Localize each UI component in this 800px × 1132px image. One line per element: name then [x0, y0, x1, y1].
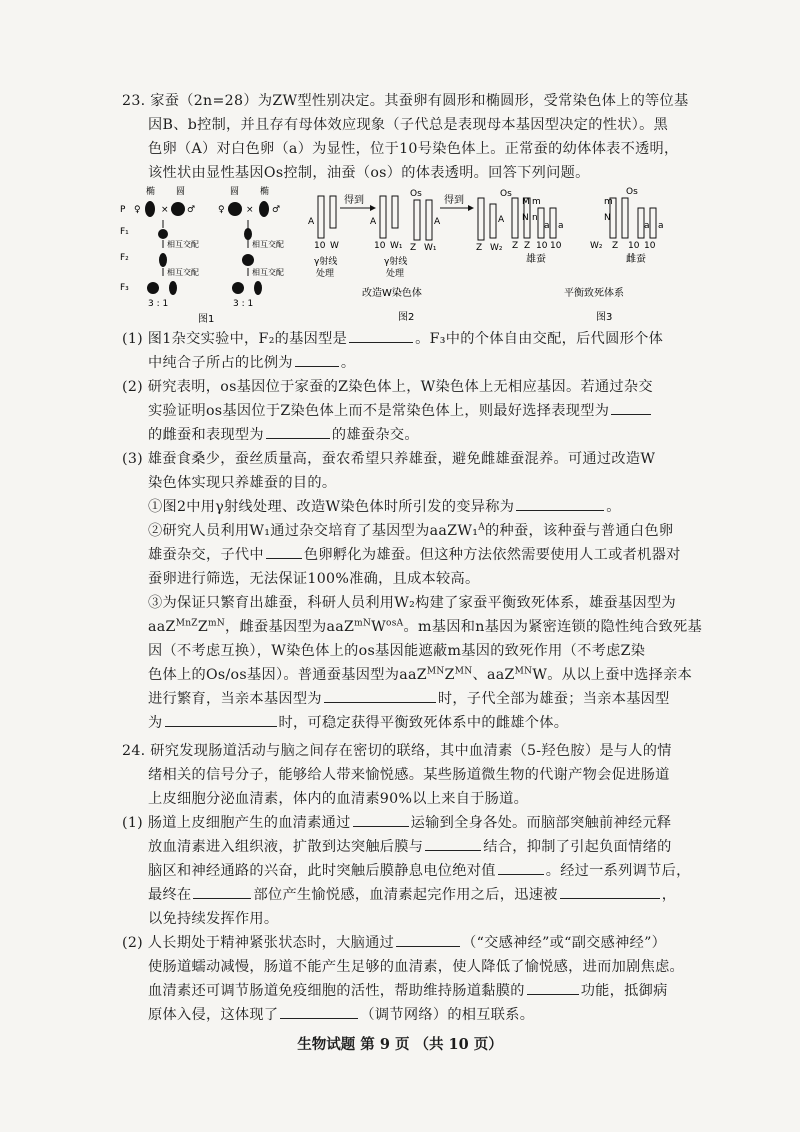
- q24-part2-cont: 血清素还可调节肠道免疫细胞的活性，帮助维持肠道黏膜的 功能，抵御病: [148, 980, 668, 1002]
- svg-text:N: N: [522, 213, 529, 223]
- answer-blank[interactable]: [280, 1004, 358, 1019]
- chromosome: [426, 200, 432, 240]
- round-egg: [228, 202, 242, 216]
- svg-text:10: 10: [550, 241, 562, 251]
- f3-oval-egg: [254, 281, 262, 295]
- q23-sub3-cont: 进行繁育，当亲本基因型为 时，子代全部为雄蚕；当亲本基因型: [148, 688, 670, 710]
- svg-text:10: 10: [536, 241, 548, 251]
- chromosome: [380, 196, 386, 238]
- svg-text:a: a: [658, 221, 664, 231]
- svg-text:Z: Z: [524, 241, 531, 251]
- p-label: 椭: [146, 187, 156, 197]
- answer-blank[interactable]: [295, 352, 339, 367]
- svg-text:A: A: [498, 215, 505, 225]
- f1-egg: [244, 228, 252, 240]
- round-egg: [171, 202, 185, 216]
- svg-text:A: A: [370, 217, 377, 227]
- chromosome: [392, 196, 398, 228]
- svg-text:10: 10: [374, 241, 386, 251]
- answer-blank[interactable]: [425, 836, 481, 851]
- q24-part1-cont: 放血清素进入组织液，扩散到达突触后膜与 结合，抑制了引起负面情绪的: [148, 836, 672, 858]
- svg-text:10: 10: [314, 241, 326, 251]
- q23-intro-line: 因B、b控制，并且存有母体效应现象（子代总是表现母本基因型决定的性状）。黑: [148, 117, 669, 133]
- cross-step: 相互交配: [167, 240, 199, 249]
- male-symbol: ♂: [272, 205, 281, 215]
- q23-sub2: ②研究人员利用W₁通过杂交培育了基因型为aaZW₁$^A$的种蚕，该种蚕与普通白色卵: [148, 522, 674, 539]
- svg-text:雌蚕: 雌蚕: [626, 254, 646, 265]
- male-symbol: ♂: [187, 205, 196, 215]
- q23-part2: (2) 研究表明，os基因位于家蚕的Z染色体上，W染色体上无相应基因。若通过杂交: [122, 379, 653, 395]
- q23-sub3-cont: $aaZ^{MnZ}Z^{mN}$，雌蚕基因型为$aaZ^{mN}W^{osA}$。m基因和n基因为紧密连锁的隐性纯合致死基: [148, 618, 702, 635]
- q23-intro-line: 色卵（A）对白色卵（a）为显性，位于10号染色体上。正常蚕的幼体体表不透明，: [148, 141, 679, 157]
- female-symbol: ♀: [218, 205, 225, 215]
- chromosome: [414, 200, 420, 240]
- svg-text:10: 10: [644, 241, 656, 251]
- svg-text:Os: Os: [410, 189, 422, 199]
- svg-text:图3: 图3: [596, 312, 613, 323]
- svg-text:图2: 图2: [398, 312, 415, 323]
- f2-egg: [159, 253, 167, 267]
- gen-label: F₃: [120, 283, 129, 293]
- p-label: 椭: [260, 187, 270, 197]
- ratio: 3 : 1: [148, 299, 169, 309]
- cross-symbol: ×: [161, 205, 169, 215]
- gen-label: P: [120, 205, 126, 215]
- q23-part2-cont: 实验证明os基因位于Z染色体上而不是常染色体上，则最好选择表现型为: [148, 400, 653, 422]
- figure-caption: 图1: [198, 314, 215, 324]
- figure-1: [120, 185, 284, 324]
- answer-blank[interactable]: [266, 424, 330, 439]
- chromosome: [490, 204, 496, 238]
- q23-sub3-cont: 因（不考虑互换），W染色体上的os基因能遮蔽m基因的致死作用（不考虑Z染: [148, 643, 646, 659]
- svg-text:平衡致死体系: 平衡致死体系: [564, 288, 624, 299]
- ratio: 3 : 1: [233, 299, 254, 309]
- svg-text:M: M: [522, 197, 530, 207]
- svg-text:W: W: [330, 241, 339, 251]
- svg-text:Os: Os: [500, 189, 512, 199]
- oval-egg: [145, 201, 155, 217]
- q23-intro-line: 该性状由显性基因Os控制，油蚕（os）的体表透明。回答下列问题。: [148, 165, 590, 181]
- svg-text:Os: Os: [626, 187, 638, 197]
- svg-text:m: m: [532, 197, 541, 207]
- female-symbol: ♀: [134, 205, 141, 215]
- q23-sub1: ①图2中用γ射线处理、改造W染色体时所引发的变异称为 。: [148, 496, 621, 518]
- q24-part1-cont: 以免持续发挥作用。: [148, 911, 279, 927]
- cross-step: 相互交配: [252, 240, 284, 249]
- svg-text:A: A: [434, 217, 441, 227]
- answer-blank[interactable]: [266, 544, 302, 559]
- f1-egg: [158, 229, 168, 239]
- svg-text:γ射线: γ射线: [314, 257, 338, 267]
- f3-round-egg: [147, 282, 159, 294]
- q23-part1-cont: 中纯合子所占的比例为 。: [148, 352, 355, 374]
- answer-blank[interactable]: [353, 812, 409, 827]
- answer-blank[interactable]: [193, 884, 251, 899]
- cross-step: 相互交配: [167, 268, 199, 277]
- q24-intro-line: 绪相关的信号分子，能够给人带来愉悦感。某些肠道微生物的代谢产物会促进肠道: [148, 767, 670, 783]
- answer-blank[interactable]: [165, 712, 277, 727]
- answer-blank[interactable]: [349, 328, 413, 343]
- svg-text:γ射线: γ射线: [384, 257, 408, 267]
- svg-text:n: n: [532, 213, 538, 223]
- svg-text:得到: 得到: [444, 195, 464, 206]
- q23-part2-cont: 的雌蚕和表现型为 的雄蚕杂交。: [148, 424, 419, 446]
- q23-intro-line: 23. 家蚕（2n=28）为ZW型性别决定。其蚕卵有圆形和椭圆形，受常染色体上的等位基: [122, 93, 689, 109]
- svg-text:a: a: [644, 221, 650, 231]
- q23-part3-cont: 染色体实现只养雄蚕的目的。: [148, 475, 337, 491]
- q24-part1-cont: 最终在 部位产生愉悦感，血清素起完作用之后，迅速被 ，: [148, 884, 676, 906]
- genetics-figures: [118, 184, 678, 324]
- cross-step: 相互交配: [252, 268, 284, 277]
- answer-blank[interactable]: [560, 884, 660, 899]
- f2-egg: [242, 254, 254, 266]
- svg-text:改造W染色体: 改造W染色体: [362, 288, 422, 299]
- q24-intro-line: 24. 研究发现肠道活动与脑之间存在密切的联络，其中血清素（5-羟色胺）是与人的情: [122, 743, 672, 759]
- gen-label: F₁: [120, 227, 129, 237]
- q24-part2: (2) 人长期处于精神紧张状态时，大脑通过 （“交感神经”或“副交感神经”）: [122, 932, 666, 954]
- svg-text:处理: 处理: [386, 269, 405, 279]
- q24-part1-cont: 脑区和神经通路的兴奋，此时突触后膜静息电位绝对值 。经过一系列调节后，: [148, 860, 691, 882]
- svg-text:处理: 处理: [316, 269, 335, 279]
- page-footer: 生物试题 第 9 页 （共 10 页）: [297, 1036, 503, 1053]
- svg-text:Z: Z: [476, 243, 483, 253]
- svg-text:Z: Z: [612, 241, 619, 251]
- answer-blank[interactable]: [396, 932, 460, 947]
- svg-text:Z: Z: [410, 243, 417, 253]
- svg-text:W₁: W₁: [390, 241, 403, 251]
- chromosome: [318, 196, 324, 238]
- gen-label: F₂: [120, 253, 129, 263]
- svg-text:a: a: [544, 221, 550, 231]
- answer-blank[interactable]: [324, 688, 436, 703]
- q24-intro-line: 上皮细胞分泌血清素，体内的血清素90%以上来自于肠道。: [148, 791, 529, 807]
- q23-sub2-cont: 雄蚕杂交，子代中 色卵孵化为雄蚕。但这种方法依然需要使用人工或者机器对: [148, 544, 681, 566]
- answer-blank[interactable]: [527, 980, 579, 995]
- answer-blank[interactable]: [611, 400, 651, 415]
- q24-part2-cont: 原体入侵，这体现了 （调节网络）的相互联系。: [148, 1004, 534, 1026]
- svg-text:m: m: [604, 197, 613, 207]
- chromosome: [330, 196, 336, 228]
- svg-text:N: N: [604, 213, 611, 223]
- svg-text:雄蚕: 雄蚕: [526, 254, 546, 265]
- svg-text:10: 10: [628, 241, 640, 251]
- chromosome: [478, 198, 484, 240]
- q23-part1: (1) 图1杂交实验中，F₂的基因型是 。F₃中的个体自由交配，后代圆形个体: [122, 328, 663, 350]
- answer-blank[interactable]: [498, 860, 544, 875]
- cross-symbol: ×: [246, 205, 254, 215]
- figure-2: [308, 189, 512, 323]
- q24-part2-cont: 使肠道蠕动减慢，肠道不能产生足够的血清素，使人降低了愉悦感，进而加剧焦虑。: [148, 959, 685, 975]
- svg-text:W₂: W₂: [490, 243, 503, 253]
- p-label: 圆: [176, 187, 186, 197]
- f3-oval-egg: [169, 281, 177, 295]
- svg-text:a: a: [558, 221, 564, 231]
- q24-part1: (1) 肠道上皮细胞产生的血清素通过 运输到全身各处。而脑部突触前神经元释: [122, 812, 671, 834]
- svg-text:A: A: [308, 217, 315, 227]
- q23-sub2-cont: 蚕卵进行筛选，无法保证100%准确，且成本较高。: [148, 571, 480, 587]
- q23-sub3-cont: 为 时，可稳定获得平衡致死体系中的雌雄个体。: [148, 712, 568, 734]
- q23-sub3: ③为保证只繁育出雄蚕，科研人员利用W₂构建了家蚕平衡致死体系，雄蚕基因型为: [148, 595, 676, 611]
- q23-part3: (3) 雄蚕食桑少，蚕丝质量高，蚕农希望只养雄蚕，避免雌雄蚕混养。可通过改造W: [122, 451, 656, 467]
- answer-blank[interactable]: [516, 496, 604, 511]
- svg-text:Z: Z: [512, 241, 519, 251]
- svg-text:W₂: W₂: [590, 241, 603, 251]
- q23-sub3-cont: 色体上的Os/os基因）。普通蚕基因型为$aaZ^{MN}Z^{MN}$、aaZ$^{MN}$W。从以上蚕中选择亲本: [148, 666, 693, 683]
- oval-egg: [259, 201, 269, 217]
- svg-text:W₁: W₁: [424, 243, 437, 253]
- f3-round-egg: [232, 282, 244, 294]
- figure-3: [512, 187, 664, 323]
- p-label: 圆: [230, 187, 240, 197]
- svg-text:得到: 得到: [344, 195, 364, 206]
